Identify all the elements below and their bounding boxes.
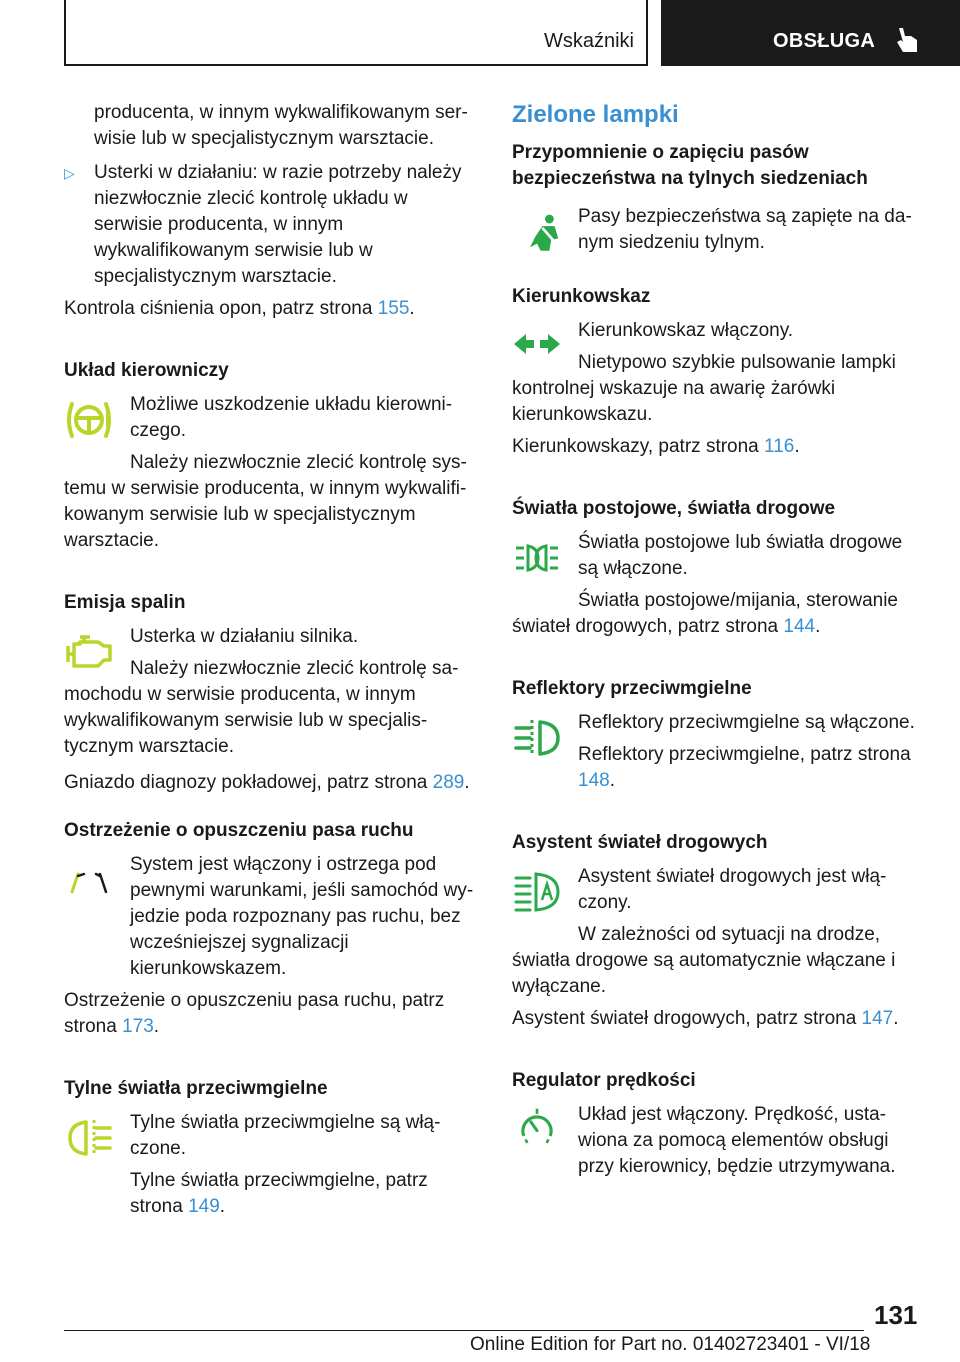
reference-text: Tylne światła przeciwmgielne, patrz strona bbox=[130, 1170, 428, 1217]
steering-text-1: Możliwe uszkodzenie układu kierowniczego. bbox=[130, 394, 453, 441]
parking-text-2: Światła postojowe/mijania, sterowanie świateł drogowych, patrz strona bbox=[512, 590, 898, 637]
turn-entry bbox=[512, 318, 916, 428]
rear-fog-light-icon bbox=[64, 1116, 114, 1160]
page-link-144[interactable]: 144 bbox=[783, 616, 816, 637]
header-chapter-box bbox=[661, 0, 960, 66]
footer-divider bbox=[64, 1330, 864, 1331]
period: . bbox=[794, 436, 800, 457]
rear-fog-text-1: Tylne światła przeciwmgielne są włączone. bbox=[130, 1112, 441, 1159]
period: . bbox=[219, 1196, 226, 1217]
cruise-control-icon bbox=[512, 1106, 562, 1150]
cruise-control-title: Regulator prędkości bbox=[512, 1070, 696, 1091]
left-column bbox=[64, 100, 476, 1220]
rear-fog-reference bbox=[64, 1168, 476, 1220]
tire-pressure-reference bbox=[64, 296, 476, 322]
steering-warning-icon bbox=[64, 398, 114, 442]
lane-reference bbox=[64, 988, 476, 1040]
lane-departure-title: Ostrzeżenie o opuszczeniu pasa ruchu bbox=[64, 820, 414, 841]
footer-edition: Online Edition for Part no. 01402723401 - VI/18 bbox=[470, 1334, 871, 1355]
cruise-entry bbox=[512, 1102, 916, 1180]
header-section-box bbox=[64, 0, 648, 66]
lane-text-1: System jest włączony i ostrzega pod pewnymi warunkami, jeśli samochód wyjedzie poda rozpoznany pas ruchu, bez wcześniejszej sygnalizacji kierunkowskazem. bbox=[130, 854, 474, 979]
page-link-155[interactable]: 155 bbox=[377, 298, 410, 319]
high-beam-assist-title: Asystent świateł drogowych bbox=[512, 832, 768, 853]
bullet-item bbox=[64, 160, 476, 290]
parking-entry bbox=[512, 530, 916, 640]
turn-reference bbox=[512, 434, 916, 460]
page-link-116[interactable]: 116 bbox=[764, 436, 795, 457]
belt-entry bbox=[512, 204, 916, 256]
fog-entry bbox=[512, 710, 916, 794]
reference-text: Kontrola ciśnienia opon, patrz strona bbox=[64, 298, 373, 319]
rear-fog-entry bbox=[64, 1110, 476, 1162]
parking-text-1: Światła postojowe lub światła drogowe są włączone. bbox=[578, 532, 903, 579]
page-number: 131 bbox=[874, 1300, 918, 1330]
seatbelt-icon bbox=[520, 212, 570, 256]
engine-warning-icon bbox=[64, 632, 114, 676]
diagnosis-reference bbox=[64, 770, 476, 796]
period: . bbox=[153, 1016, 160, 1037]
parking-text-2-wrap bbox=[512, 588, 916, 640]
high-beam-entry bbox=[512, 864, 916, 1000]
header-chapter-title: OBSŁUGA bbox=[773, 30, 876, 52]
period: . bbox=[409, 298, 415, 319]
fog-text-1: Reflektory przeciwmgielne są włączone. bbox=[578, 712, 915, 733]
reference-text: Ostrzeżenie o opuszczeniu pasa ruchu, patrz strona bbox=[64, 990, 445, 1037]
high-beam-text-1: Asystent świateł drogowych jest włączony. bbox=[578, 866, 887, 913]
lane-departure-icon bbox=[64, 860, 114, 904]
green-lamps-section-title: Zielone lampki bbox=[512, 101, 679, 128]
steering-text-2: Należy niezwłocznie zlecić kontrolę systemu w serwisie producenta, w innym wykwalifikowanym serwisie lub w specjalistycznym warsztacie. bbox=[64, 452, 467, 551]
right-column bbox=[512, 100, 916, 1180]
steering-title: Układ kierowniczy bbox=[64, 360, 229, 381]
parking-lights-icon bbox=[512, 536, 562, 580]
high-beam-reference bbox=[512, 1006, 916, 1032]
fog-lights-title: Reflektory przeciwmgielne bbox=[512, 678, 752, 699]
continued-paragraph: producenta, w innym wykwalifikowanym serwisie lub w specjalistycznym warsztacie. bbox=[94, 102, 468, 149]
emission-text-2: Należy niezwłocznie zlecić kontrolę samochodu w serwisie producenta, w innym wykwalifikowanym serwisie lub w specjalistycznym warsztacie. bbox=[64, 658, 459, 757]
cruise-text-1: Układ jest włączony. Prędkość, ustawiona za pomocą elementów obsługi przy kierownicy, będzie utrzymywana. bbox=[578, 1104, 896, 1177]
turn-signal-arrows-icon bbox=[512, 322, 562, 366]
period: . bbox=[609, 770, 615, 791]
page-link-147[interactable]: 147 bbox=[861, 1008, 894, 1029]
lane-entry bbox=[64, 852, 476, 982]
high-beam-assist-icon bbox=[512, 870, 562, 914]
reference-text: Kierunkowskazy, patrz strona bbox=[512, 436, 759, 457]
steering-entry bbox=[64, 392, 476, 554]
page-link-289[interactable]: 289 bbox=[432, 772, 465, 793]
hand-pointer-icon bbox=[895, 26, 921, 54]
turn-text-2: Nietypowo szybkie pulsowanie lampki kontrolnej wskazuje na awarię żarówki kierunkowskazu. bbox=[512, 352, 896, 425]
page-link-173[interactable]: 173 bbox=[122, 1016, 154, 1037]
belt-reminder-title: Przypomnienie o zapięciu pasów bezpieczeństwa na tylnych siedzeniach bbox=[512, 142, 868, 189]
fog-reference bbox=[512, 742, 916, 794]
period: . bbox=[815, 616, 821, 637]
page-link-148[interactable]: 148 bbox=[578, 770, 610, 791]
reference-text: Gniazdo diagnozy pokładowej, patrz strona bbox=[64, 772, 428, 793]
front-fog-light-icon bbox=[512, 716, 562, 760]
reference-text: Reflektory przeciwmgielne, patrz strona bbox=[578, 744, 911, 765]
belt-text-1: Pasy bezpieczeństwa są zapięte na danym siedzeniu tylnym. bbox=[578, 206, 912, 253]
period: . bbox=[893, 1008, 899, 1029]
emission-text-1: Usterka w działaniu silnika. bbox=[130, 626, 359, 647]
turn-text-1: Kierunkowskaz włączony. bbox=[578, 320, 794, 341]
high-beam-text-2: W zależności od sytuacji na drodze, światła drogowe są automatycznie włączane i wyłączane. bbox=[512, 924, 896, 997]
parking-lights-title: Światła postojowe, światła drogowe bbox=[512, 498, 836, 519]
rear-fog-title: Tylne światła przeciwmgielne bbox=[64, 1078, 328, 1099]
page-link-149[interactable]: 149 bbox=[188, 1196, 220, 1217]
bullet-text: Usterki w działaniu: w razie potrzeby należy niezwłocznie zlecić kontrolę układu w serwisie producenta, w innym wykwalifikowanym serwisie lub w specjalistycznym warsztacie. bbox=[94, 162, 462, 287]
turn-signal-title: Kierunkowskaz bbox=[512, 286, 651, 307]
bullet-mark: ▷ bbox=[64, 165, 75, 181]
reference-text: Asystent świateł drogowych, patrz strona bbox=[512, 1008, 857, 1029]
period: . bbox=[464, 772, 470, 793]
emission-title: Emisja spalin bbox=[64, 592, 186, 613]
emission-entry bbox=[64, 624, 476, 760]
header-section-title: Wskaźniki bbox=[543, 30, 634, 52]
